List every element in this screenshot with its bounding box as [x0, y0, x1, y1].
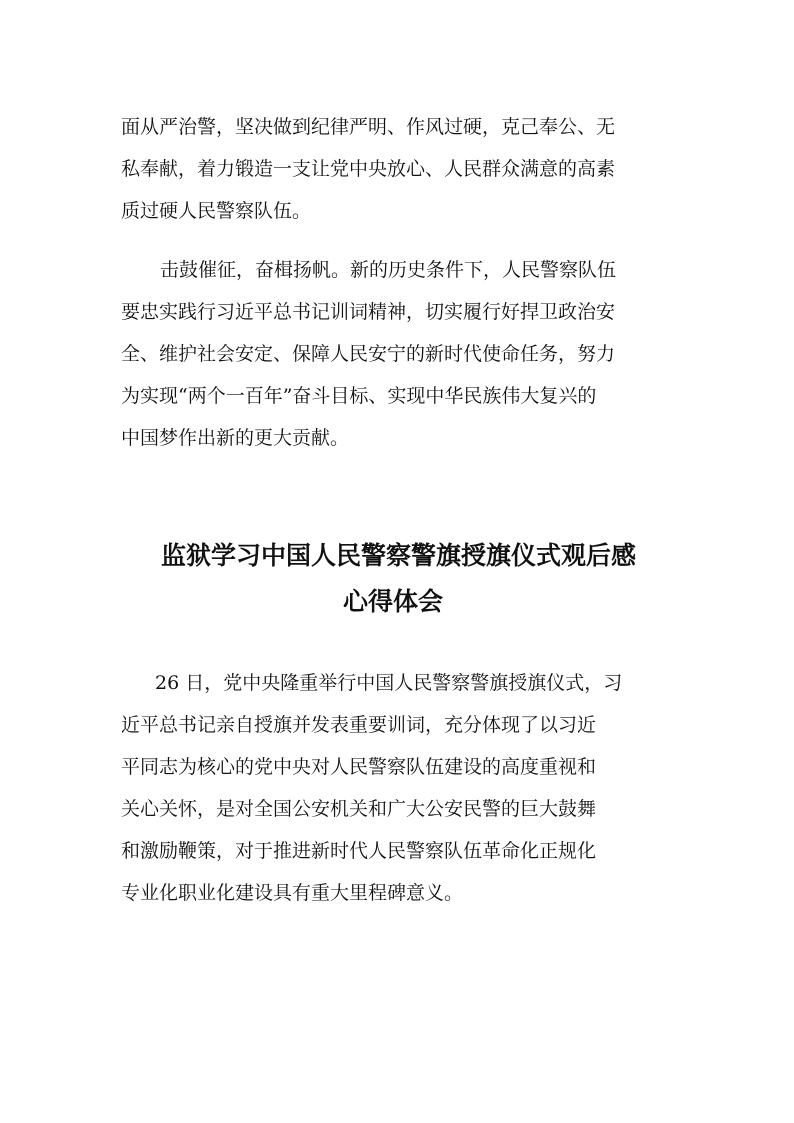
paragraph-line: 中国梦作出新的更大贡献。 [121, 427, 350, 449]
paragraph-line: 近平总书记亲自授旗并发表重要训词，充分体现了以习近 [121, 714, 597, 736]
paragraph-line: 专业化职业化建设具有重大里程碑意义。 [121, 882, 464, 904]
paragraph-line: 质过硬人民警察队伍。 [121, 200, 312, 222]
paragraph-line: 全、维护社会安定、保障人民安宁的新时代使命任务，努力 [121, 343, 616, 365]
paragraph-line: 私奉献，着力锻造一支让党中央放心、人民群众满意的高素 [121, 158, 616, 180]
paragraph-line: 关心关怀，是对全国公安机关和广大公安民警的巨大鼓舞 [121, 798, 597, 820]
paragraph-line: 26 日，党中央隆重举行中国人民警察警旗授旗仪式，习 [155, 672, 623, 694]
paragraph-line: 平同志为核心的党中央对人民警察队伍建设的高度重视和 [121, 756, 597, 778]
paragraph-line: 为实现“两个一百年”奋斗目标、实现中华民族伟大复兴的 [121, 385, 597, 407]
paragraph-line: 和激励鞭策，对于推进新时代人民警察队伍革命化正规化 [121, 840, 597, 862]
paragraph-line: 要忠实践行习近平总书记训词精神，切实履行好捍卫政治安 [121, 301, 616, 323]
section-title-line-2: 心得体会 [343, 587, 444, 616]
paragraph-line: 击鼓催征，奋楫扬帆。新的历史条件下，人民警察队伍 [160, 259, 617, 281]
paragraph-line: 面从严治警，坚决做到纪律严明、作风过硬，克己奉公、无 [121, 116, 616, 138]
section-title-line-1: 监狱学习中国人民警察警旗授旗仪式观后感 [161, 541, 637, 570]
